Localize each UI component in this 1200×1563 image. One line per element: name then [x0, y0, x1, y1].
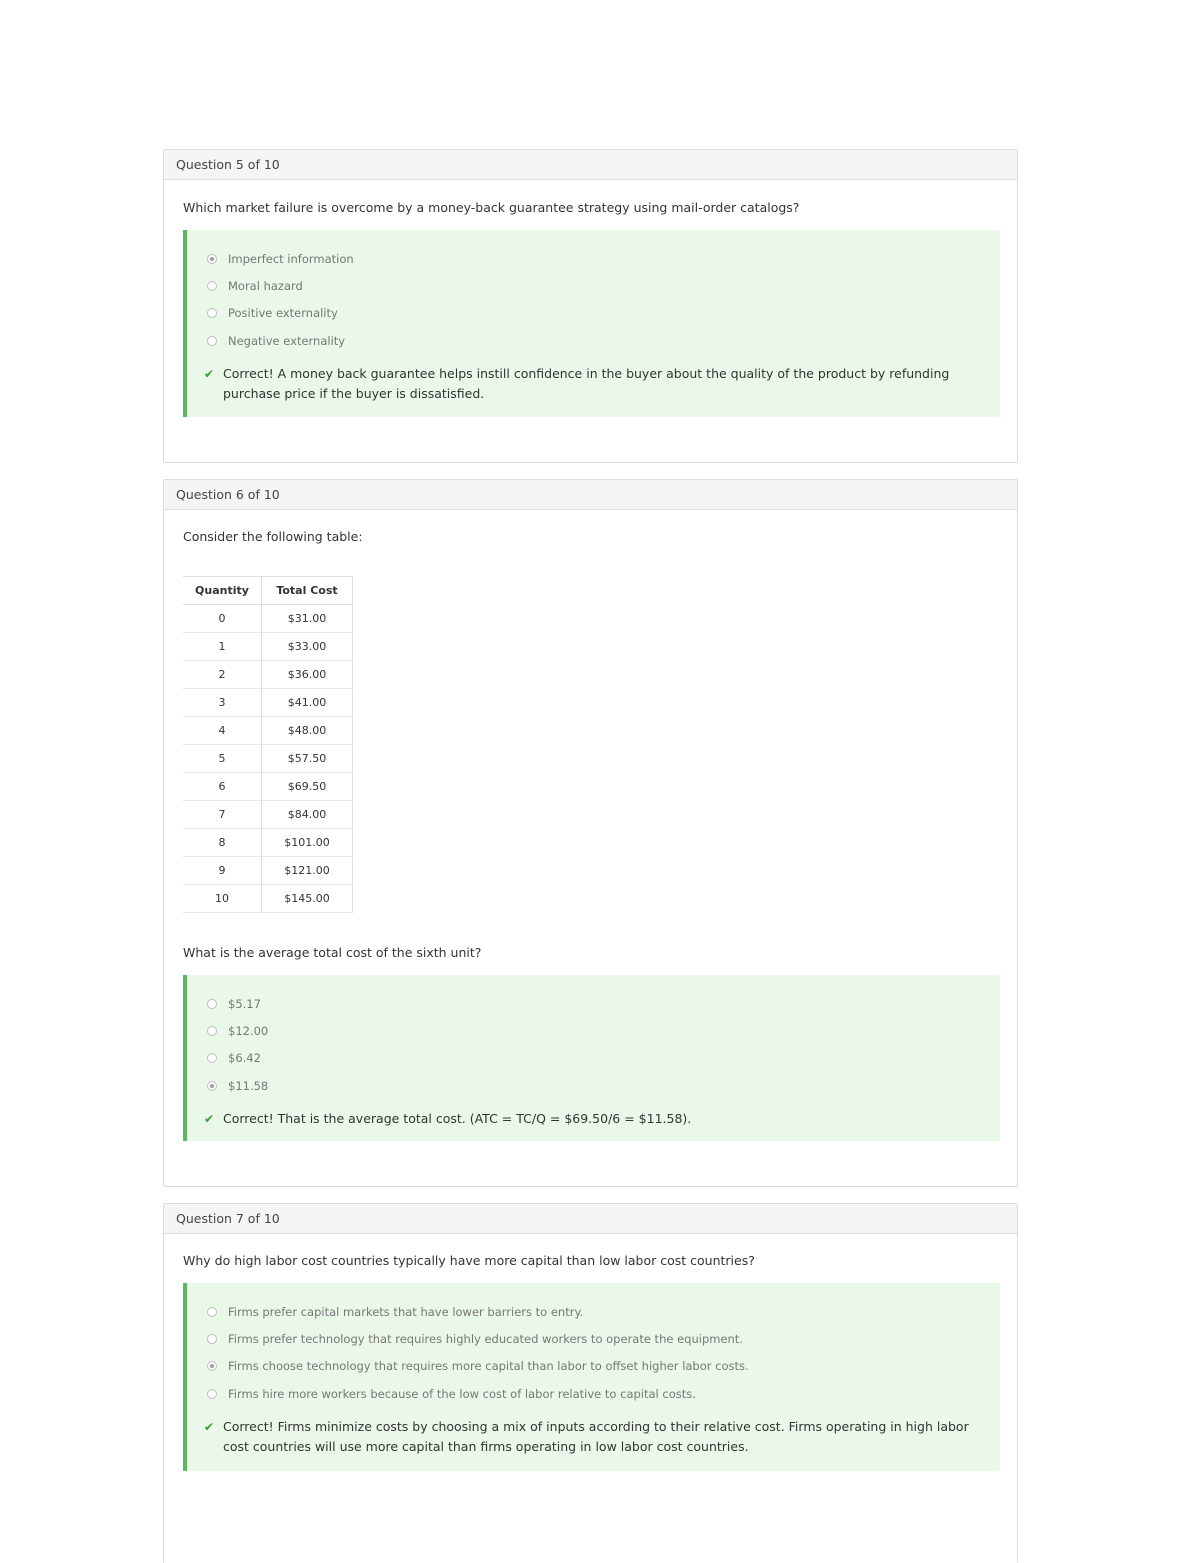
- option-label: Negative externality: [228, 334, 346, 348]
- cost-table: [183, 576, 353, 913]
- radio-button-selected[interactable]: [207, 254, 217, 264]
- radio-button-selected[interactable]: [207, 1361, 217, 1371]
- quantity-cell: 9: [183, 857, 262, 885]
- option-label: Positive externality: [228, 306, 338, 320]
- option-label: Imperfect information: [228, 252, 354, 266]
- feedback-line-1: Correct! A money back guarantee helps instill confidence in the buyer about the quality of the product by refunding: [223, 366, 950, 381]
- total-cost-cell: $36.00: [262, 661, 353, 689]
- radio-button[interactable]: [207, 999, 217, 1009]
- checkmark-icon: ✔: [204, 1420, 215, 1434]
- option-capital-markets[interactable]: [207, 1305, 583, 1319]
- total-cost-cell: $33.00: [262, 633, 353, 661]
- radio-button[interactable]: [207, 1307, 217, 1317]
- option-technology-educated-workers[interactable]: [207, 1332, 743, 1346]
- total-cost-cell: $84.00: [262, 801, 353, 829]
- total-cost-cell: $48.00: [262, 717, 353, 745]
- question-header: Question 5 of 10: [164, 150, 1017, 180]
- radio-button-selected[interactable]: [207, 1081, 217, 1091]
- radio-button[interactable]: [207, 281, 217, 291]
- table-row: [183, 885, 353, 913]
- quantity-cell: 8: [183, 829, 262, 857]
- radio-button[interactable]: [207, 1389, 217, 1399]
- feedback-message: [204, 1109, 691, 1129]
- option-12-00[interactable]: [207, 1024, 268, 1038]
- total-cost-cell: $121.00: [262, 857, 353, 885]
- option-imperfect-information[interactable]: [207, 252, 354, 266]
- option-11-58[interactable]: [207, 1079, 268, 1093]
- option-positive-externality[interactable]: [207, 306, 338, 320]
- radio-button[interactable]: [207, 336, 217, 346]
- table-row: [183, 829, 353, 857]
- question-panel-5: [163, 149, 1018, 463]
- table-row: [183, 605, 353, 633]
- option-label: Moral hazard: [228, 279, 303, 293]
- quantity-cell: 10: [183, 885, 262, 913]
- option-technology-more-capital[interactable]: [207, 1359, 749, 1373]
- feedback-message: [204, 364, 949, 404]
- quantity-cell: 4: [183, 717, 262, 745]
- question-prompt: What is the average total cost of the sixth unit?: [183, 945, 482, 960]
- quantity-cell: 7: [183, 801, 262, 829]
- total-cost-cell: $69.50: [262, 773, 353, 801]
- option-label: Firms prefer capital markets that have lower barriers to entry.: [228, 1305, 584, 1319]
- answer-feedback-box: [183, 975, 1000, 1141]
- table-row: [183, 773, 353, 801]
- table-row: [183, 857, 353, 885]
- feedback-line-1: Correct! That is the average total cost. (ATC = TC/Q = $69.50/6 = $11.58).: [223, 1111, 692, 1126]
- radio-button[interactable]: [207, 1334, 217, 1344]
- question-header: Question 6 of 10: [164, 480, 1017, 510]
- feedback-message: [204, 1417, 969, 1457]
- option-hire-more-workers[interactable]: [207, 1387, 696, 1401]
- option-label: Firms choose technology that requires more capital than labor to offset higher labor costs.: [228, 1359, 749, 1373]
- option-label: $6.42: [228, 1051, 261, 1065]
- quantity-cell: 1: [183, 633, 262, 661]
- quantity-cell: 0: [183, 605, 262, 633]
- table-row: [183, 801, 353, 829]
- quantity-cell: 2: [183, 661, 262, 689]
- option-6-42[interactable]: [207, 1051, 261, 1065]
- quantity-cell: 6: [183, 773, 262, 801]
- table-row: [183, 661, 353, 689]
- feedback-line-1: Correct! Firms minimize costs by choosing a mix of inputs according to their relative cost. Firms operating in high labor: [223, 1419, 969, 1434]
- option-negative-externality[interactable]: [207, 334, 345, 348]
- option-5-17[interactable]: [207, 997, 261, 1011]
- table-row: [183, 717, 353, 745]
- question-prompt: Which market failure is overcome by a money-back guarantee strategy using mail-order catalogs?: [183, 200, 800, 215]
- option-label: $5.17: [228, 997, 261, 1011]
- question-header: Question 7 of 10: [164, 1204, 1017, 1234]
- total-cost-cell: $101.00: [262, 829, 353, 857]
- radio-button[interactable]: [207, 1026, 217, 1036]
- question-panel-6: [163, 479, 1018, 1187]
- question-prompt: Why do high labor cost countries typically have more capital than low labor cost countries?: [183, 1253, 755, 1268]
- feedback-line-2: cost countries will use more capital than firms operating in low labor cost countries.: [223, 1439, 749, 1454]
- total-cost-cell: $41.00: [262, 689, 353, 717]
- option-label: Firms prefer technology that requires highly educated workers to operate the equipment.: [228, 1332, 743, 1346]
- option-moral-hazard[interactable]: [207, 279, 303, 293]
- option-label: $11.58: [228, 1079, 269, 1093]
- checkmark-icon: ✔: [204, 1112, 215, 1126]
- option-label: Firms hire more workers because of the low cost of labor relative to capital costs.: [228, 1387, 696, 1401]
- total-cost-cell: $57.50: [262, 745, 353, 773]
- answer-feedback-box: [183, 230, 1000, 417]
- total-cost-cell: $31.00: [262, 605, 353, 633]
- quantity-cell: 5: [183, 745, 262, 773]
- table-header-row: [183, 577, 353, 605]
- radio-button[interactable]: [207, 1053, 217, 1063]
- answer-feedback-box: [183, 1283, 1000, 1471]
- table-row: [183, 745, 353, 773]
- question-panel-7: [163, 1203, 1018, 1563]
- feedback-line-2: purchase price if the buyer is dissatisfied.: [223, 386, 485, 401]
- option-label: $12.00: [228, 1024, 269, 1038]
- quantity-cell: 3: [183, 689, 262, 717]
- column-header-total-cost: Total Cost: [262, 577, 353, 605]
- total-cost-cell: $145.00: [262, 885, 353, 913]
- table-row: [183, 633, 353, 661]
- table-row: [183, 689, 353, 717]
- question-intro: Consider the following table:: [183, 529, 363, 544]
- checkmark-icon: ✔: [204, 367, 215, 381]
- column-header-quantity: Quantity: [183, 577, 262, 605]
- radio-button[interactable]: [207, 308, 217, 318]
